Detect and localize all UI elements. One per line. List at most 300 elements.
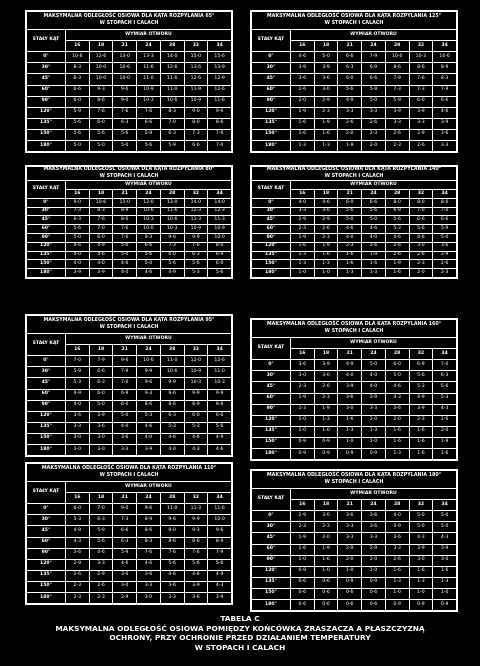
distance-cell: 5-0 — [433, 522, 457, 533]
distance-cell: 4-0 — [65, 251, 89, 260]
distance-cell: 0-9 — [338, 448, 362, 459]
angle-cell: 90° — [252, 96, 291, 107]
distance-cell: 6-6 — [184, 140, 208, 151]
distance-cell: 4-9 — [208, 433, 232, 444]
distance-cell: 10-9 — [184, 96, 208, 107]
distance-cell: 2-3 — [65, 592, 89, 603]
distance-cell: 5-0 — [338, 216, 362, 225]
distance-cell: 9-9 — [160, 378, 184, 389]
table-row — [252, 207, 457, 216]
distance-cell: 5-6 — [65, 225, 89, 234]
table-row — [27, 96, 232, 107]
angle-cell: 120° — [27, 107, 66, 118]
distance-cell: 3-9 — [433, 544, 457, 555]
distance-cell: 7-0 — [113, 234, 137, 243]
table-row — [252, 251, 457, 260]
distance-cell: 1-6 — [409, 437, 433, 448]
distance-cell: 5-6 — [208, 269, 232, 278]
column-header: 34 — [208, 41, 232, 52]
distance-cell: 0-9 — [385, 599, 409, 610]
distance-cell: 13-0 — [113, 52, 137, 63]
distance-cell: 1-3 — [290, 404, 314, 415]
distance-cell: 1-3 — [385, 577, 409, 588]
distance-cell: 1-0 — [290, 415, 314, 426]
distance-cell: 3-9 — [314, 63, 338, 74]
angle-cell: 60° — [252, 85, 291, 96]
column-header: 16 — [65, 493, 89, 504]
table-title-row — [252, 320, 457, 338]
angle-cell: 60° — [27, 225, 66, 234]
distance-cell: 5-6 — [184, 559, 208, 570]
caption-title-line-2: OCHRONY, PRZY OCHRONIE PRZED DZIAŁANIEM TEMPERATURY — [109, 633, 371, 643]
distance-cell: 4-0 — [113, 422, 137, 433]
table-title-line: W STOPACH I CALACH — [99, 173, 159, 179]
table-row — [27, 444, 232, 455]
distance-cell: 1-9 — [314, 404, 338, 415]
distance-cell: 0-6 — [338, 599, 362, 610]
table-title-line: MAKSYMALNA ODLEGŁOŚĆ OSIOWA DLA KĄTA ROZPYLANIA 95° — [43, 318, 215, 324]
distance-cell: 4-0 — [290, 198, 314, 207]
distance-cell: 10-0 — [113, 74, 137, 85]
angle-cell: 90° — [27, 400, 66, 411]
angle-cell: 0° — [252, 360, 291, 371]
table-title-line: MAKSYMALNA ODLEGŁOŚĆ OSIOWA DLA KĄTA ROZPYLANIA 65° — [43, 14, 215, 20]
angle-cell: 45° — [27, 74, 66, 85]
distance-cell: 11-0 — [208, 367, 232, 378]
distance-cell: 1-6 — [409, 426, 433, 437]
distance-cell: 3-9 — [409, 544, 433, 555]
distance-cell: 8-9 — [208, 537, 232, 548]
table-row — [252, 216, 457, 225]
distance-cell: 2-6 — [409, 140, 433, 151]
distance-cell: 8-6 — [184, 537, 208, 548]
distance-cell: 7-9 — [385, 74, 409, 85]
distance-cell: 3-0 — [338, 404, 362, 415]
distance-cell: 5-0 — [385, 371, 409, 382]
angle-cell: 150° — [27, 433, 66, 444]
distance-cell: 5-3 — [65, 515, 89, 526]
distance-cell: 4-6 — [160, 570, 184, 581]
distance-cell: 5-9 — [160, 140, 184, 151]
table-header-row — [27, 181, 232, 190]
column-header: 32 — [184, 345, 208, 356]
distance-cell: 2-3 — [409, 415, 433, 426]
distance-cell: 7-6 — [409, 74, 433, 85]
distance-cell: 5-0 — [113, 411, 137, 422]
distance-cell: 8-0 — [409, 198, 433, 207]
distance-cell: 6-3 — [160, 411, 184, 422]
distance-cell: 7-0 — [160, 118, 184, 129]
distance-cell: 11-0 — [137, 74, 161, 85]
distance-cell: 2-9 — [409, 129, 433, 140]
distance-cell: 1-3 — [362, 269, 386, 278]
angle-cell: 120° — [252, 242, 291, 251]
angle-cell: 135° — [252, 118, 291, 129]
distance-cell: 4-0 — [362, 371, 386, 382]
column-header: 28 — [160, 493, 184, 504]
distance-table — [25, 165, 233, 279]
distance-cell: 4-0 — [338, 234, 362, 243]
distance-cell: 6-3 — [89, 378, 113, 389]
distance-cell: 10-6 — [433, 52, 457, 63]
distance-cell: 0-9 — [409, 599, 433, 610]
distance-cell: 1-6 — [409, 448, 433, 459]
distance-cell: 3-6 — [433, 129, 457, 140]
table-row — [27, 269, 232, 278]
distance-cell: 5-6 — [65, 118, 89, 129]
distance-cell: 8-6 — [89, 96, 113, 107]
column-header: 28 — [160, 345, 184, 356]
distance-cell: 9-9 — [208, 389, 232, 400]
column-header: 24 — [137, 493, 161, 504]
distance-cell: 6-9 — [208, 251, 232, 260]
distance-cell: 9-3 — [137, 234, 161, 243]
distance-cell: 2-6 — [385, 242, 409, 251]
distance-table — [250, 318, 458, 461]
distance-cell: 3-0 — [65, 444, 89, 455]
column-header: 16 — [290, 41, 314, 52]
angle-cell: 60° — [252, 225, 291, 234]
angle-cell: 150° — [252, 129, 291, 140]
distance-cell: 7-0 — [208, 140, 232, 151]
table-row — [27, 140, 232, 151]
distance-cell: 5-9 — [385, 96, 409, 107]
distance-cell: 2-0 — [385, 415, 409, 426]
distance-cell: 5-9 — [65, 367, 89, 378]
distance-cell: 4-0 — [89, 260, 113, 269]
distance-cell: 5-6 — [208, 559, 232, 570]
distance-cell: 5-0 — [113, 140, 137, 151]
distance-cell: 6-0 — [184, 411, 208, 422]
column-header: 21 — [113, 41, 137, 52]
table-row — [252, 140, 457, 151]
distance-cell: 6-6 — [409, 216, 433, 225]
distance-cell: 4-0 — [137, 433, 161, 444]
distance-cell: 5-9 — [362, 85, 386, 96]
distance-cell: 1-0 — [314, 426, 338, 437]
distance-cell: 2-0 — [362, 555, 386, 566]
distance-cell: 7-6 — [89, 107, 113, 118]
distance-cell: 9-0 — [160, 526, 184, 537]
table-row — [252, 544, 457, 555]
distance-cell: 13-6 — [184, 63, 208, 74]
angle-cell: 30° — [252, 207, 291, 216]
distance-cell: 14-0 — [184, 198, 208, 207]
angle-cell: 180° — [27, 444, 66, 455]
table-header-row — [252, 30, 457, 41]
column-header: 34 — [433, 349, 457, 360]
distance-cell: 3-9 — [362, 393, 386, 404]
angle-cell: 180° — [27, 140, 66, 151]
column-header: 32 — [409, 190, 433, 199]
table-row — [27, 559, 232, 570]
distance-cell: 3-3 — [433, 140, 457, 151]
distance-cell: 1-6 — [338, 415, 362, 426]
distance-cell: 2-6 — [385, 555, 409, 566]
angle-cell: 60° — [27, 85, 66, 96]
distance-cell: 6-3 — [184, 251, 208, 260]
distance-cell: 2-3 — [314, 234, 338, 243]
table-row — [27, 242, 232, 251]
table-row — [27, 367, 232, 378]
distance-cell: 3-6 — [89, 422, 113, 433]
table-row — [252, 404, 457, 415]
distance-cell: 4-6 — [89, 251, 113, 260]
distance-cell: 4-0 — [65, 260, 89, 269]
angle-cell: 150° — [27, 581, 66, 592]
table-row — [27, 433, 232, 444]
table-title-row — [27, 12, 232, 30]
column-header: 18 — [89, 345, 113, 356]
distance-cell: 4-3 — [184, 444, 208, 455]
distance-cell: 12-0 — [184, 356, 208, 367]
table-row — [27, 389, 232, 400]
distance-cell: 3-9 — [89, 411, 113, 422]
column-header: 18 — [314, 500, 338, 511]
angle-cell: 135° — [27, 570, 66, 581]
distance-cell: 6-0 — [65, 504, 89, 515]
distance-cell: 3-9 — [184, 581, 208, 592]
angle-cell: 120° — [27, 411, 66, 422]
distance-cell: 5-0 — [113, 242, 137, 251]
distance-cell: 2-6 — [362, 242, 386, 251]
distance-cell: 12-3 — [208, 207, 232, 216]
distance-cell: 11-9 — [184, 85, 208, 96]
distance-cell: 3-9 — [385, 522, 409, 533]
column-header: 21 — [338, 500, 362, 511]
distance-cell: 0-6 — [314, 588, 338, 599]
distance-table-grid — [26, 315, 232, 456]
table-row — [27, 592, 232, 603]
distance-cell: 1-9 — [290, 393, 314, 404]
distance-cell: 7-3 — [113, 515, 137, 526]
distance-cell: 3-3 — [362, 533, 386, 544]
distance-cell: 5-0 — [89, 400, 113, 411]
angle-cell: 120° — [27, 242, 66, 251]
distance-table-grid — [26, 463, 232, 604]
angle-cell: 180° — [252, 140, 291, 151]
angle-cell: 30° — [27, 515, 66, 526]
column-header: 24 — [362, 41, 386, 52]
distance-cell: 7-3 — [385, 85, 409, 96]
distance-cell: 1-0 — [362, 437, 386, 448]
distance-cell: 11-6 — [137, 63, 161, 74]
distance-cell: 1-0 — [338, 437, 362, 448]
distance-cell: 10-0 — [89, 63, 113, 74]
distance-cell: 0-9 — [362, 577, 386, 588]
distance-cell: 6-0 — [89, 118, 113, 129]
distance-cell: 8-0 — [113, 216, 137, 225]
distance-cell: 9-9 — [184, 234, 208, 243]
column-header: 34 — [208, 190, 232, 199]
distance-cell: 8-0 — [184, 118, 208, 129]
angle-cell: 0° — [27, 198, 66, 207]
distance-cell: 6-6 — [137, 118, 161, 129]
distance-cell: 9-6 — [137, 504, 161, 515]
distance-cell: 3-0 — [137, 592, 161, 603]
distance-cell: 7-6 — [137, 548, 161, 559]
column-header: 32 — [409, 41, 433, 52]
distance-cell: 3-6 — [65, 548, 89, 559]
distance-cell: 3-9 — [409, 107, 433, 118]
table-header-row — [27, 334, 232, 345]
distance-cell: 1-0 — [290, 426, 314, 437]
distance-cell: 10-3 — [137, 216, 161, 225]
distance-cell: 4-6 — [184, 433, 208, 444]
distance-cell: 9-0 — [113, 96, 137, 107]
distance-cell: 3-6 — [290, 360, 314, 371]
table-row — [27, 207, 232, 216]
distance-cell: 6-0 — [409, 96, 433, 107]
distance-cell: 14-0 — [160, 52, 184, 63]
distance-cell: 0-6 — [290, 588, 314, 599]
distance-cell: 6-6 — [338, 52, 362, 63]
table-row — [27, 118, 232, 129]
distance-cell: 9-3 — [137, 389, 161, 400]
column-header: 16 — [65, 41, 89, 52]
column-header: 28 — [385, 41, 409, 52]
distance-cell: 3-3 — [290, 207, 314, 216]
distance-cell: 13-0 — [160, 198, 184, 207]
distance-cell: 10-0 — [385, 52, 409, 63]
caption — [0, 614, 480, 653]
distance-cell: 5-3 — [433, 393, 457, 404]
distance-cell: 9-0 — [184, 107, 208, 118]
distance-cell: 3-6 — [362, 511, 386, 522]
distance-cell: 4-0 — [338, 371, 362, 382]
distance-cell: 5-0 — [362, 216, 386, 225]
distance-cell: 8-9 — [137, 515, 161, 526]
angle-cell: 90° — [252, 234, 291, 243]
distance-cell: 5-6 — [113, 129, 137, 140]
distance-cell: 4-6 — [137, 422, 161, 433]
distance-cell: 4-3 — [385, 393, 409, 404]
table-row — [252, 555, 457, 566]
distance-cell: 5-0 — [89, 140, 113, 151]
distance-cell: 5-0 — [433, 511, 457, 522]
table-row — [27, 537, 232, 548]
distance-cell: 2-3 — [433, 269, 457, 278]
distance-cell: 1-6 — [385, 437, 409, 448]
distance-cell: 5-0 — [433, 234, 457, 243]
distance-cell: 9-0 — [65, 198, 89, 207]
distance-cell: 2-0 — [362, 140, 386, 151]
distance-cell: 9-6 — [160, 389, 184, 400]
table-title-line: MAKSYMALNA ODLEGŁOŚĆ OSIOWA DLA KĄTA ROZPYLANIA 80° — [43, 167, 215, 173]
distance-cell: 7-9 — [433, 85, 457, 96]
distance-cell: 1-0 — [290, 269, 314, 278]
distance-cell: 4-3 — [433, 533, 457, 544]
distance-cell: 2-0 — [409, 269, 433, 278]
distance-cell: 8-0 — [433, 198, 457, 207]
distance-cell: 5-0 — [65, 234, 89, 243]
distance-cell: 3-3 — [409, 118, 433, 129]
distance-cell: 12-3 — [184, 207, 208, 216]
distance-cell: 0-9 — [290, 448, 314, 459]
distance-cell: 12-6 — [89, 52, 113, 63]
table-row — [252, 426, 457, 437]
distance-cell: 7-0 — [433, 207, 457, 216]
fixed-angle-header: STAŁY KĄT — [252, 338, 291, 360]
column-header: 28 — [385, 500, 409, 511]
fixed-angle-header: STAŁY KĄT — [252, 181, 291, 199]
distance-cell: 2-6 — [314, 382, 338, 393]
table-title-line: W STOPACH I CALACH — [99, 324, 159, 330]
distance-cell: 1-0 — [385, 588, 409, 599]
distance-cell: 6-9 — [385, 207, 409, 216]
distance-cell: 3-3 — [338, 522, 362, 533]
table-title-line: MAKSYMALNA ODLEGŁOŚĆ OSIOWA DLA KĄTA ROZPYLANIA 125° — [266, 14, 442, 20]
column-header: 16 — [65, 345, 89, 356]
distance-cell: 7-0 — [89, 504, 113, 515]
distance-cell: 2-6 — [433, 260, 457, 269]
distance-cell: 3-9 — [290, 63, 314, 74]
distance-cell: 11-6 — [160, 207, 184, 216]
distance-cell: 11-6 — [208, 96, 232, 107]
distance-cell: 6-6 — [362, 198, 386, 207]
angle-cell: 135° — [252, 577, 291, 588]
table-row — [252, 437, 457, 448]
angle-cell: 45° — [252, 216, 291, 225]
distance-cell: 11-0 — [160, 85, 184, 96]
distance-cell: 10-0 — [137, 225, 161, 234]
distance-cell: 1-6 — [433, 448, 457, 459]
column-header: 21 — [113, 190, 137, 199]
table-row — [252, 360, 457, 371]
distance-cell: 1-6 — [290, 118, 314, 129]
column-header: 16 — [290, 349, 314, 360]
distance-cell: 7-3 — [409, 85, 433, 96]
distance-cell: 2-3 — [65, 581, 89, 592]
distance-cell: 13-9 — [208, 63, 232, 74]
distance-table — [25, 462, 233, 605]
distance-cell: 9-0 — [113, 504, 137, 515]
distance-cell: 5-6 — [137, 140, 161, 151]
column-header: 18 — [89, 190, 113, 199]
table-header-row — [27, 30, 232, 41]
table-row — [252, 511, 457, 522]
angle-cell: 120° — [252, 566, 291, 577]
distance-cell: 3-0 — [433, 555, 457, 566]
distance-cell: 5-3 — [137, 411, 161, 422]
column-header: 18 — [314, 349, 338, 360]
orifice-size-header: WYMIAR OTWORU — [290, 338, 456, 349]
table-row — [252, 393, 457, 404]
distance-cell: 7-9 — [208, 548, 232, 559]
distance-table — [25, 10, 233, 153]
distance-cell: 5-3 — [184, 422, 208, 433]
table-row — [27, 74, 232, 85]
distance-cell: 9-6 — [160, 515, 184, 526]
column-header: 24 — [137, 41, 161, 52]
distance-cell: 5-3 — [385, 225, 409, 234]
distance-cell: 8-3 — [160, 107, 184, 118]
distance-cell: 4-6 — [433, 107, 457, 118]
column-header: 32 — [409, 349, 433, 360]
distance-cell: 2-3 — [89, 592, 113, 603]
table-row — [252, 198, 457, 207]
distance-cell: 1-3 — [385, 448, 409, 459]
table-row — [27, 260, 232, 269]
table-row — [252, 448, 457, 459]
fixed-angle-header: STAŁY KĄT — [252, 489, 291, 511]
distance-cell: 0-9 — [290, 566, 314, 577]
distance-cell: 4-6 — [160, 433, 184, 444]
column-header: 34 — [433, 41, 457, 52]
distance-cell: 3-6 — [65, 411, 89, 422]
table-row — [252, 371, 457, 382]
distance-cell: 1-6 — [433, 566, 457, 577]
